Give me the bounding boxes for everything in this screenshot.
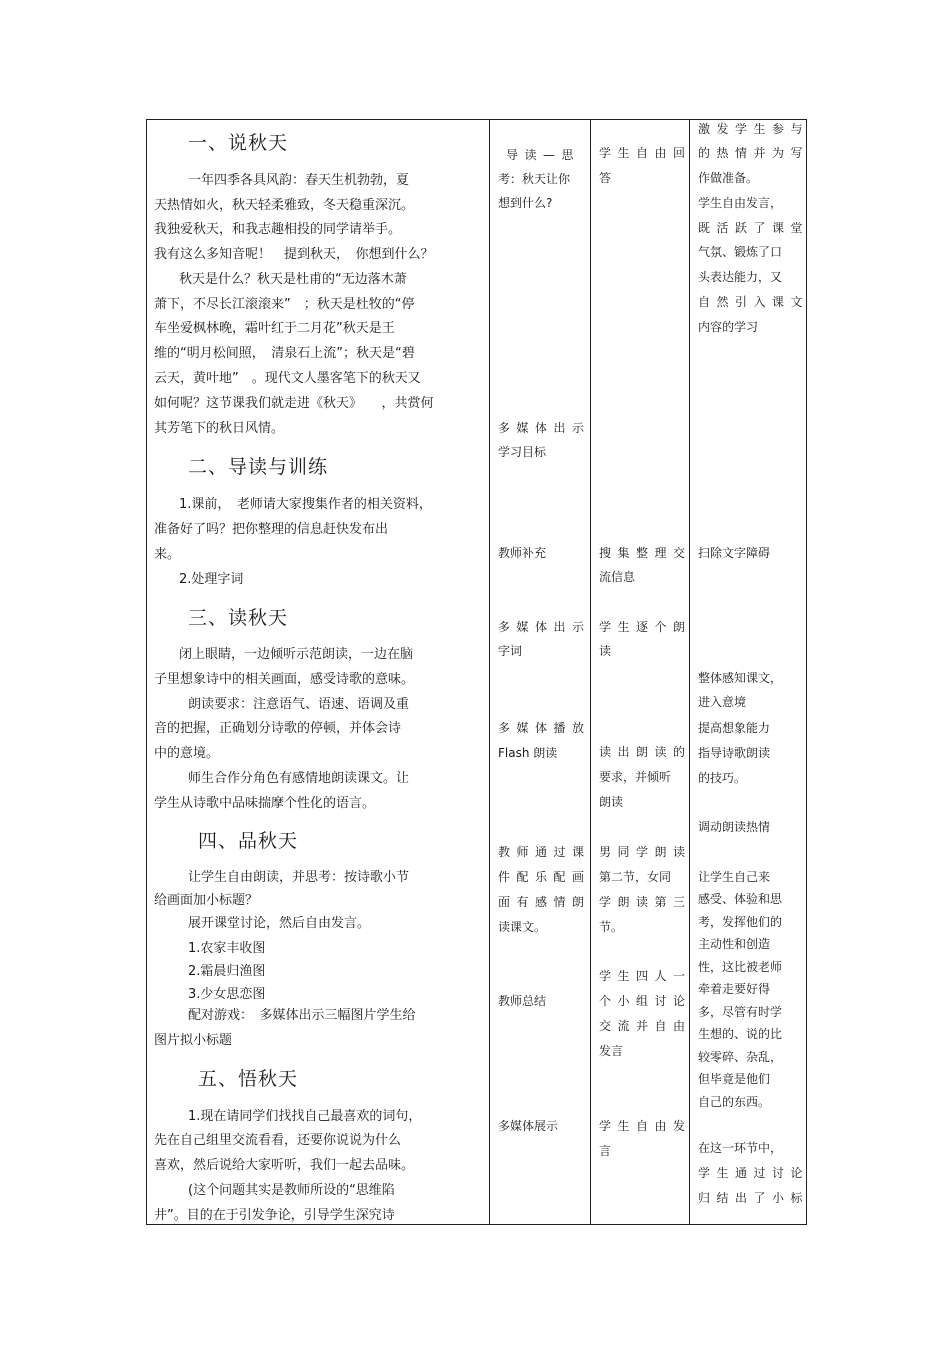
paragraph-line: 音的把握，正确划分诗歌的停顿，并体会诗 xyxy=(154,721,402,736)
student-activity-line: 节。 xyxy=(599,920,624,934)
paragraph-line: 1.现在请同学们找找自己最喜欢的词句， xyxy=(188,1109,422,1124)
design-intent-line: 调动朗读热情 xyxy=(698,820,771,834)
paragraph-line: 来。 xyxy=(154,547,181,562)
teacher-activity-line: 考：秋天让你 xyxy=(498,172,571,186)
teacher-activity-line: Flash 朗读 xyxy=(498,746,558,760)
design-intent-line: 的技巧。 xyxy=(698,771,747,785)
list-item: 1.农家丰收图 xyxy=(188,941,266,956)
paragraph-line: 喜欢，然后说给大家听听，我们一起去品味。 xyxy=(154,1158,415,1173)
paragraph-line: 子里想象诗中的相关画面，感受诗歌的意味。 xyxy=(154,672,415,687)
design-intent-line: 生想的、说的比 xyxy=(698,1027,783,1041)
section-heading-4: 四、品秋天 xyxy=(198,830,299,852)
design-intent-line: 多，尽管有时学 xyxy=(698,1005,783,1019)
paragraph-line: 其芳笔下的秋日风情。 xyxy=(154,421,285,436)
teacher-activity-line: 教师通过课 xyxy=(498,845,591,859)
student-activity-line: 读出朗读的 xyxy=(599,745,692,759)
teacher-activity-line: 读课文。 xyxy=(498,920,547,934)
design-intent-line: 归结出了小标 xyxy=(698,1191,810,1205)
paragraph-line: 朗读要求：注意语气、语速、语调及重 xyxy=(188,697,410,712)
design-intent-line: 提高想象能力 xyxy=(698,721,771,735)
teacher-activity-line: 多媒体展示 xyxy=(498,1119,559,1133)
student-activity-line: 搜集整理交 xyxy=(599,546,692,560)
design-intent-line: 的热情并为写 xyxy=(698,146,810,160)
student-activity-line: 学生逐个朗 xyxy=(599,620,692,634)
section-heading-2: 二、导读与训练 xyxy=(188,456,329,478)
design-intent-line: 自然引入课文 xyxy=(698,295,810,309)
paragraph-line: 图片拟小标题 xyxy=(154,1033,233,1048)
student-activity-line: 个小组讨论 xyxy=(599,994,692,1008)
design-intent-line: 学生自由发言， xyxy=(698,196,783,210)
paragraph-line: 给画面加小标题？ xyxy=(154,893,259,908)
paragraph-line: 配对游戏： 多媒体出示三幅图片学生给 xyxy=(188,1008,416,1023)
student-activity-line: 交流并自由 xyxy=(599,1019,692,1033)
teacher-activity-line: 学习目标 xyxy=(498,445,547,459)
lesson-plan-table xyxy=(146,119,810,1225)
paragraph-line: 师生合作分角色有感情地朗读课文。让 xyxy=(188,771,410,786)
design-intent-line: 让学生自己来 xyxy=(698,870,771,884)
student-activity-line: 读 xyxy=(599,644,612,658)
paragraph-line: 车坐爱枫林晚，霜叶红于二月花”秋天是王 xyxy=(154,321,395,336)
paragraph-line: 先在自己组里交流看看，还要你说说为什么 xyxy=(154,1133,402,1148)
design-intent-line: 气氛、锻炼了口 xyxy=(698,245,783,259)
student-activity-line: 言 xyxy=(599,1144,612,1158)
student-activity-line: 学生自由发 xyxy=(599,1119,692,1133)
teacher-activity-column xyxy=(490,120,590,1224)
teacher-activity-line: 多媒体出示 xyxy=(498,620,591,634)
paragraph-line: (这个问题其实是教师所设的“思维陷 xyxy=(188,1183,395,1198)
design-intent-line: 较零碎、杂乱， xyxy=(698,1050,783,1064)
design-intent-line: 自己的东西。 xyxy=(698,1095,771,1109)
section-heading-1: 一、说秋天 xyxy=(188,132,289,154)
student-activity-line: 答 xyxy=(599,171,612,185)
paragraph-line: 我独爱秋天，和我志趣相投的同学请举手。 xyxy=(154,222,402,237)
design-intent-line: 内容的学习 xyxy=(698,320,759,334)
student-activity-line: 发言 xyxy=(599,1044,624,1058)
paragraph-line: 闭上眼睛，一边倾听示范朗读，一边在脑 xyxy=(179,647,414,662)
design-intent-line: 既活跃了课堂 xyxy=(698,221,810,235)
paragraph-line: 1.课前， 老师请大家搜集作者的相关资料， xyxy=(179,497,432,512)
design-intent-column xyxy=(690,120,808,1224)
paragraph-line: 展开课堂讨论，然后自由发言。 xyxy=(188,916,371,931)
list-item: 2.霜晨归渔图 xyxy=(188,964,266,979)
paragraph-line: 一年四季各具风韵：春天生机勃勃，夏 xyxy=(188,173,410,188)
paragraph-line: 萧下，不尽长江滚滚来” ；秋天是杜牧的“停 xyxy=(154,297,415,312)
student-activity-column xyxy=(591,120,692,1224)
student-activity-line: 男同学朗读 xyxy=(599,845,692,859)
list-item: 3.少女思恋图 xyxy=(188,987,266,1002)
student-activity-line: 学生自由回 xyxy=(599,146,692,160)
teacher-activity-line: 多媒体出示 xyxy=(498,421,591,435)
student-activity-line: 流信息 xyxy=(599,570,636,584)
design-intent-line: 激发学生参与 xyxy=(698,122,810,136)
design-intent-line: 指导诗歌朗读 xyxy=(698,746,771,760)
teacher-activity-line: 面有感情朗 xyxy=(498,895,591,909)
paragraph-line: 天热情如火，秋天轻柔雅致，冬天稳重深沉。 xyxy=(154,198,415,213)
paragraph-line: 学生从诗歌中品味揣摩个性化的语言。 xyxy=(154,796,376,811)
teacher-activity-line: 多媒体播放 xyxy=(498,721,591,735)
paragraph-line: 井”。目的在于引发争论，引导学生深究诗 xyxy=(154,1208,395,1223)
paragraph-line: 中的意境。 xyxy=(154,746,220,761)
design-intent-line: 作做准备。 xyxy=(698,171,759,185)
student-activity-line: 学生四人一 xyxy=(599,969,692,983)
teacher-activity-line: 件配乐配画 xyxy=(498,870,591,884)
paragraph-line: 如何呢？这节课我们就走进《秋天》 ，共赏何 xyxy=(154,396,434,411)
paragraph-line: 我有这么多知音呢！ 提到秋天， 你想到什么？ xyxy=(154,247,434,262)
design-intent-line: 进入意境 xyxy=(698,695,747,709)
student-activity-line: 朗读 xyxy=(599,795,624,809)
paragraph-line: 让学生自由朗读，并思考：按诗歌小节 xyxy=(188,870,410,885)
paragraph-line: 维的“明月松间照， 清泉石上流”；秋天是“碧 xyxy=(154,346,415,361)
paragraph-line: 秋天是什么？秋天是杜甫的“无边落木萧 xyxy=(179,272,407,287)
design-intent-line: 考，发挥他们的 xyxy=(698,915,783,929)
student-activity-line: 第二节，女同 xyxy=(599,870,672,884)
design-intent-line: 整体感知课文， xyxy=(698,671,783,685)
teacher-activity-line: 教师总结 xyxy=(498,994,547,1008)
teacher-activity-line: 想到什么? xyxy=(498,196,553,210)
design-intent-line: 感受、体验和思 xyxy=(698,892,783,906)
teacher-activity-line: 字词 xyxy=(498,644,523,658)
section-heading-3: 三、读秋天 xyxy=(188,607,289,629)
student-activity-line: 要求，并倾听 xyxy=(599,770,672,784)
design-intent-line: 学生通过讨论 xyxy=(698,1166,810,1180)
content-column xyxy=(147,120,489,1224)
design-intent-line: 扫除文字障碍 xyxy=(698,546,771,560)
design-intent-line: 头表达能力，又 xyxy=(698,270,783,284)
design-intent-line: 在这一环节中， xyxy=(698,1141,783,1155)
teacher-activity-line: 导读—思 xyxy=(506,148,581,162)
design-intent-line: 性，这比被老师 xyxy=(698,960,783,974)
teacher-activity-line: 教师补充 xyxy=(498,546,547,560)
design-intent-line: 但毕竟是他们 xyxy=(698,1072,771,1086)
paragraph-line: 准备好了吗？把你整理的信息赶快发布出 xyxy=(154,522,389,537)
paragraph-line: 云天，黄叶地” 。现代文人墨客笔下的秋天又 xyxy=(154,371,421,386)
design-intent-line: 牵着走要好得 xyxy=(698,982,771,996)
section-heading-5: 五、悟秋天 xyxy=(198,1068,299,1090)
student-activity-line: 学朗读第三 xyxy=(599,895,692,909)
paragraph-line: 2.处理字词 xyxy=(179,572,244,587)
design-intent-line: 主动性和创造 xyxy=(698,937,771,951)
